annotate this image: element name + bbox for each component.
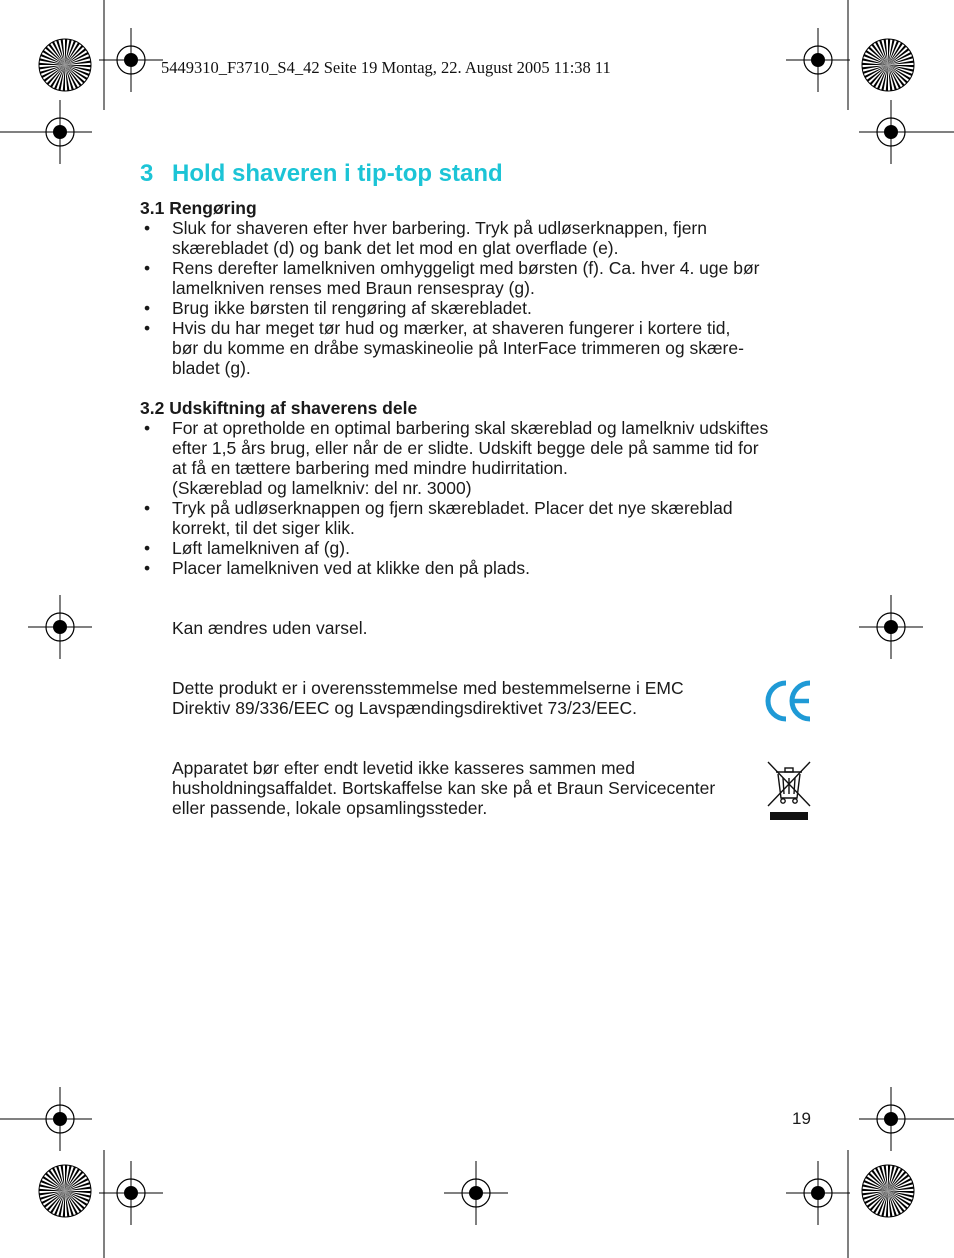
list-item-line: bør du komme en dråbe symaskineolie på InterFace trimmeren og skære- [172, 338, 744, 358]
registration-mark-icon [28, 595, 92, 659]
list-item [140, 498, 816, 538]
subsection-heading-cleaning: 3.1 Rengøring [140, 198, 257, 218]
registration-mark-icon [786, 28, 850, 92]
emc-line: Direktiv 89/336/EEC og Lavspændingsdirektivet 73/23/EEC. [172, 698, 637, 718]
emc-line: Dette produkt er i overensstemmelse med bestemmelserne i EMC [172, 678, 684, 698]
page-number: 19 [792, 1109, 811, 1128]
disposal-line: Apparatet bør efter endt levetid ikke kasseres sammen med [172, 758, 635, 778]
list-item-line: korrekt, til det siger klik. [172, 518, 355, 538]
bullet: • [144, 298, 151, 318]
list-item [140, 558, 816, 578]
list-item-line: Placer lamelkniven ved at klikke den på plads. [172, 558, 530, 578]
list-item [140, 298, 816, 318]
list-item [140, 258, 816, 298]
list-item-line: lamelkniven renses med Braun rensespray (g). [172, 278, 535, 298]
section-number: 3 [140, 160, 154, 187]
bullet: • [144, 418, 151, 438]
printer-slug-line: 5449310_F3710_S4_42 Seite 19 Montag, 22. August 2005 11:38 11 [161, 58, 611, 77]
bullet: • [144, 558, 151, 578]
bullet: • [144, 318, 151, 338]
list-item [140, 318, 816, 378]
section-title: Hold shaveren i tip-top stand [172, 160, 503, 187]
ce-mark-icon [765, 679, 813, 723]
registration-mark-icon [859, 100, 923, 164]
list-item-line: Tryk på udløserknappen og fjern skærebladet. Placer det nye skæreblad [172, 498, 733, 518]
replacement-list [140, 418, 816, 578]
registration-mark-icon [28, 1087, 92, 1151]
list-item-line: Hvis du har meget tør hud og mærker, at shaveren fungerer i kortere tid, [172, 318, 731, 338]
list-item-line: For at opretholde en optimal barbering skal skæreblad og lamelkniv udskiftes [172, 418, 769, 438]
list-item-line: bladet (g). [172, 358, 251, 378]
list-item-line: skærebladet (d) og bank det let mod en glat overflade (e). [172, 238, 619, 258]
registration-mark-icon [859, 595, 923, 659]
registration-mark-icon [28, 100, 92, 164]
color-registration-starburst-icon [862, 1165, 914, 1217]
color-registration-starburst-icon [39, 1165, 91, 1217]
registration-mark-icon [99, 28, 163, 92]
list-item-line: Brug ikke børsten til rengøring af skærebladet. [172, 298, 532, 318]
list-item-line: Rens derefter lamelkniven omhyggeligt med børsten (f). Ca. hver 4. uge bør [172, 258, 760, 278]
registration-mark-icon [99, 1161, 163, 1225]
subsection-heading-replacement: 3.2 Udskiftning af shaverens dele [140, 398, 418, 418]
crossed-out-bin-icon [766, 760, 812, 824]
emc-notice [140, 678, 816, 718]
bullet: • [144, 498, 151, 518]
bullet: • [144, 258, 151, 278]
disposal-notice [140, 758, 816, 818]
disposal-line: eller passende, lokale opsamlingssteder. [172, 798, 488, 818]
color-registration-starburst-icon [39, 39, 91, 91]
list-item [140, 418, 816, 498]
change-notice: Kan ændres uden varsel. [172, 618, 368, 638]
cleaning-list [140, 218, 816, 378]
list-item [140, 218, 816, 258]
bullet: • [144, 218, 151, 238]
list-item-line: efter 1,5 års brug, eller når de er slidte. Udskift begge dele på samme tid for [172, 438, 759, 458]
registration-mark-icon [444, 1161, 508, 1225]
main-content [140, 198, 816, 818]
list-item-line: Løft lamelkniven af (g). [172, 538, 350, 558]
list-item [140, 538, 816, 558]
bullet: • [144, 538, 151, 558]
list-item-line: Sluk for shaveren efter hver barbering. Tryk på udløserknappen, fjern [172, 218, 707, 238]
section-heading [140, 160, 503, 188]
disposal-line: husholdningsaffaldet. Bortskaffelse kan ske på et Braun Servicecenter [172, 778, 716, 798]
list-item-line: at få en tættere barbering med mindre hudirritation. [172, 458, 568, 478]
color-registration-starburst-icon [862, 39, 914, 91]
registration-mark-icon [786, 1161, 850, 1225]
registration-mark-icon [859, 1087, 923, 1151]
list-item-line: (Skæreblad og lamelkniv: del nr. 3000) [172, 478, 472, 498]
